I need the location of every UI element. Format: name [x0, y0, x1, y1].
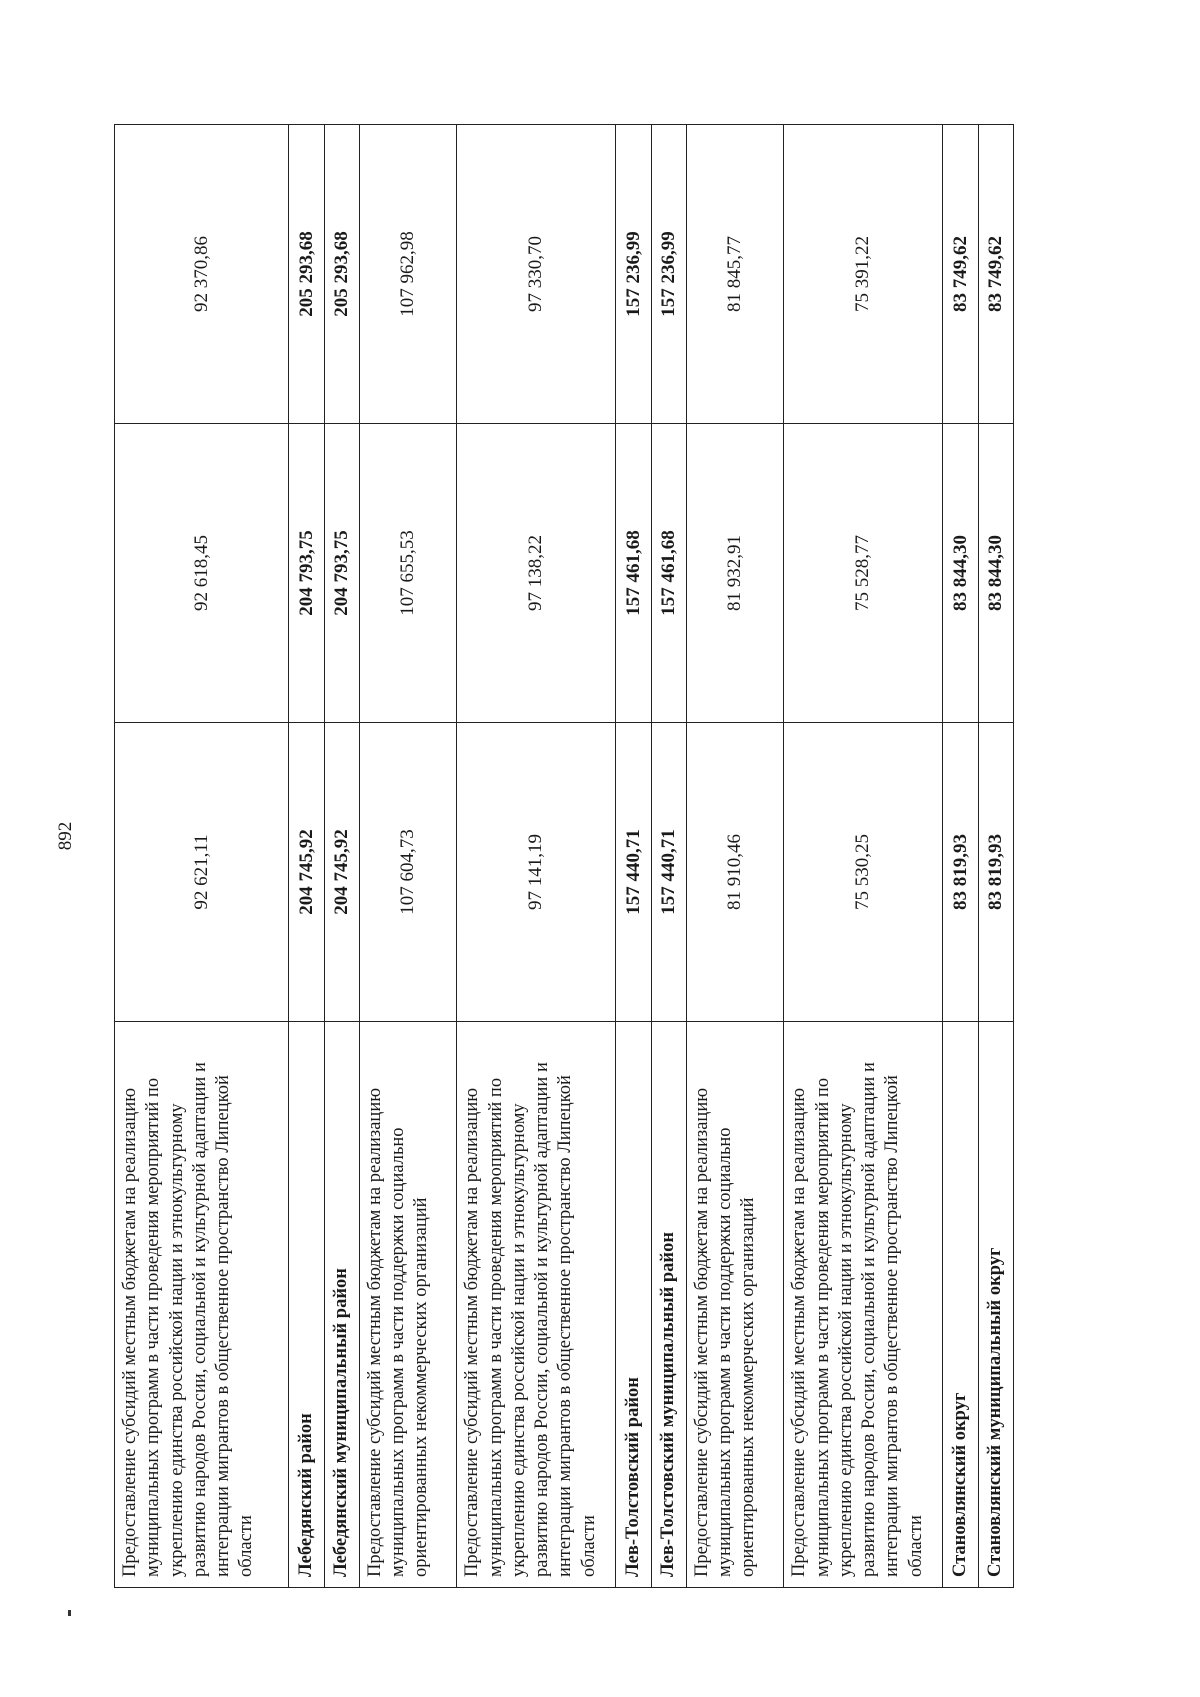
row-value-3: 97 330,70 [457, 125, 616, 424]
row-value-2: 81 932,91 [686, 424, 783, 723]
table-row-total [616, 125, 651, 1588]
row-label: Становлянский округ [943, 1022, 978, 1588]
table-row [686, 125, 783, 1588]
row-value-1: 157 440,71 [616, 723, 651, 1022]
row-value-3: 83 749,62 [943, 125, 978, 424]
row-value-2: 157 461,68 [651, 424, 686, 723]
table-row-total [289, 125, 324, 1588]
row-value-2: 204 793,75 [289, 424, 324, 723]
table-row-total [324, 125, 359, 1588]
table-row [359, 125, 456, 1588]
row-label: Лебедянский район [289, 1022, 324, 1588]
row-value-3: 107 962,98 [359, 125, 456, 424]
row-value-3: 75 391,22 [784, 125, 943, 424]
row-value-1: 97 141,19 [457, 723, 616, 1022]
row-value-1: 81 910,46 [686, 723, 783, 1022]
row-value-2: 97 138,22 [457, 424, 616, 723]
row-value-1: 75 530,25 [784, 723, 943, 1022]
row-label: Предоставление субсидий местным бюджетам на реализацию муниципальных программ в части проведения мероприятий по укреплению единства российской нации и этнокультурному развитию народов России, социальной и культурной адаптации и интеграции мигрантов в общественное пространство Липецкой области [115, 1022, 289, 1588]
table-row [115, 125, 289, 1588]
row-value-3: 205 293,68 [324, 125, 359, 424]
row-value-2: 75 528,77 [784, 424, 943, 723]
margin-mark [68, 1610, 71, 1616]
row-value-2: 157 461,68 [616, 424, 651, 723]
row-label: Становлянский муниципальный округ [978, 1022, 1013, 1588]
budget-table [114, 124, 1014, 1588]
row-value-3: 83 749,62 [978, 125, 1013, 424]
row-label: Лев-Толстовский район [616, 1022, 651, 1588]
row-label: Лебедянский муниципальный район [324, 1022, 359, 1588]
row-value-1: 92 621,11 [115, 723, 289, 1022]
row-label: Предоставление субсидий местным бюджетам на реализацию муниципальных программ в части проведения мероприятий по укреплению единства российской нации и этнокультурному развитию народов России, социальной и культурной адаптации и интеграции мигрантов в общественное пространство Липецкой области [784, 1022, 943, 1588]
table-row [457, 125, 616, 1588]
row-value-1: 107 604,73 [359, 723, 456, 1022]
row-label: Предоставление субсидий местным бюджетам на реализацию муниципальных программ в части поддержки социально ориентированных некоммерческих организаций [359, 1022, 456, 1588]
row-value-2: 83 844,30 [978, 424, 1013, 723]
row-label: Лев-Толстовский муниципальный район [651, 1022, 686, 1588]
row-value-1: 83 819,93 [978, 723, 1013, 1022]
table-row [784, 125, 943, 1588]
row-label: Предоставление субсидий местным бюджетам на реализацию муниципальных программ в части проведения мероприятий по укреплению единства российской нации и этнокультурному развитию народов России, социальной и культурной адаптации и интеграции мигрантов в общественное пространство Липецкой области [457, 1022, 616, 1588]
page-number: 892 [55, 821, 76, 851]
budget-table-container [114, 125, 1014, 1588]
row-value-3: 81 845,77 [686, 125, 783, 424]
row-value-3: 92 370,86 [115, 125, 289, 424]
row-value-2: 92 618,45 [115, 424, 289, 723]
row-value-2: 204 793,75 [324, 424, 359, 723]
table-row-total [943, 125, 978, 1588]
row-label: Предоставление субсидий местным бюджетам на реализацию муниципальных программ в части поддержки социально ориентированных некоммерческих организаций [686, 1022, 783, 1588]
row-value-1: 204 745,92 [324, 723, 359, 1022]
row-value-3: 205 293,68 [289, 125, 324, 424]
row-value-1: 204 745,92 [289, 723, 324, 1022]
row-value-3: 157 236,99 [616, 125, 651, 424]
row-value-1: 157 440,71 [651, 723, 686, 1022]
table-row-total [978, 125, 1013, 1588]
row-value-2: 107 655,53 [359, 424, 456, 723]
row-value-2: 83 844,30 [943, 424, 978, 723]
table-body [115, 125, 1014, 1588]
row-value-3: 157 236,99 [651, 125, 686, 424]
row-value-1: 83 819,93 [943, 723, 978, 1022]
table-row-total [651, 125, 686, 1588]
